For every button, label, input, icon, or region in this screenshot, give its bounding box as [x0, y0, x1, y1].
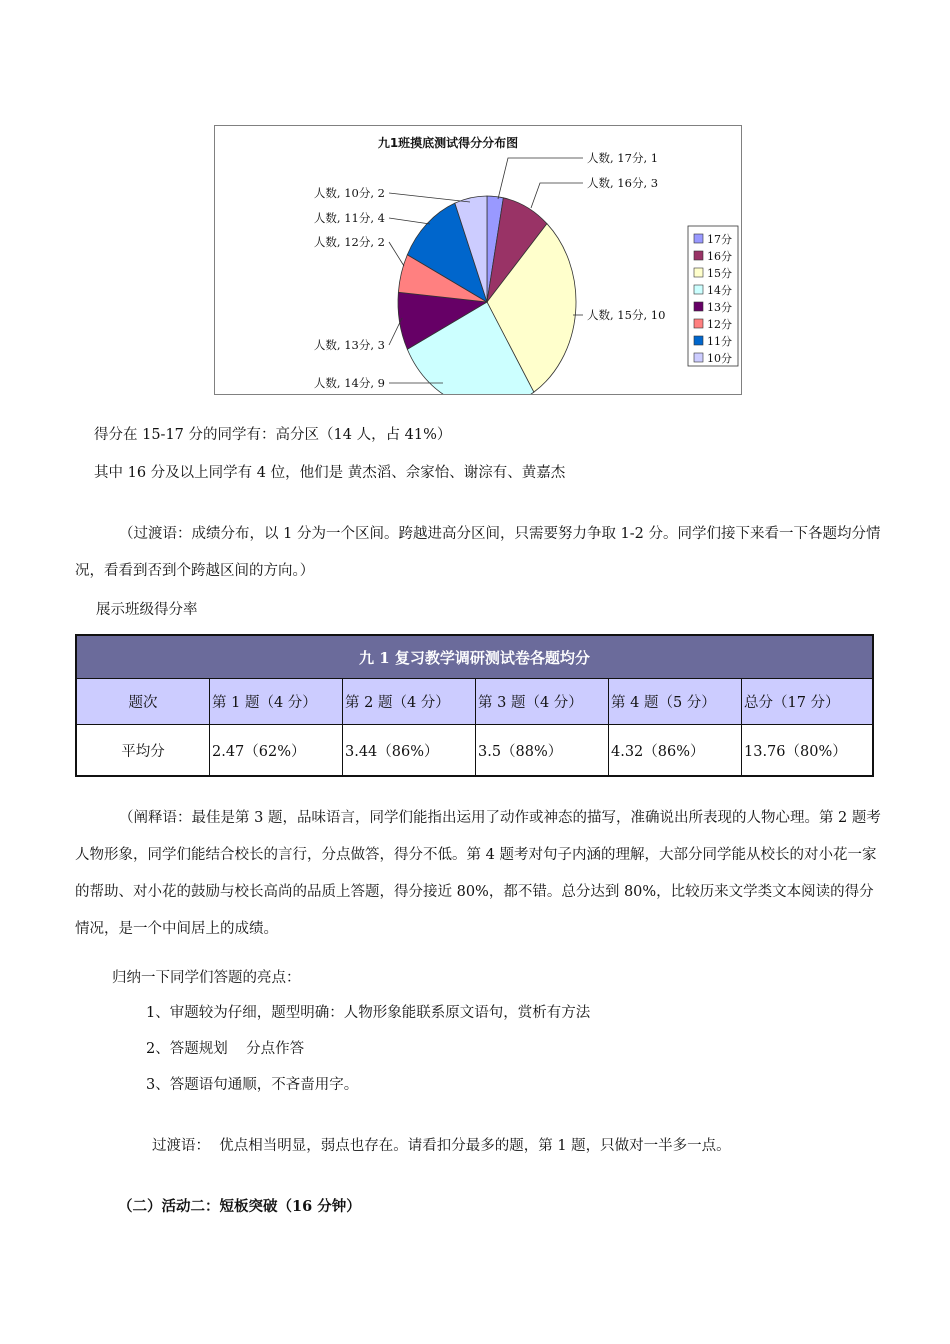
- chart-legend: [688, 226, 738, 366]
- legend-swatch: [694, 234, 703, 243]
- transition-paragraph-1: （过渡语：成绩分布，以 1 分为一个区间。跨越进高分区间，只需要努力争取 1-2 分。同学们接下来看一下各题均分情况，看看到否到个跨越区间的方向。）: [75, 526, 881, 579]
- legend-entry: 11分: [707, 335, 732, 348]
- legend-swatch: [694, 353, 703, 362]
- table-header-row: [76, 679, 873, 725]
- summary-point-1: 1、审题较为仔细，题型明确：人物形象能联系原文语句，赏析有方法: [146, 1005, 591, 1021]
- label-leader-line: [389, 318, 402, 345]
- table-header-cell: 题次: [76, 679, 210, 725]
- table-row: [76, 725, 873, 777]
- legend-swatch: [694, 268, 703, 277]
- label-leader-line: [389, 193, 470, 202]
- data-label: 人数, 11分, 4: [313, 211, 385, 225]
- data-label: 人数, 10分, 2: [313, 186, 385, 200]
- label-leader-line: [531, 183, 583, 208]
- data-label: 人数, 12分, 2: [313, 235, 385, 249]
- legend-entry: 10分: [707, 352, 732, 365]
- data-label: 人数, 16分, 3: [587, 176, 659, 190]
- legend-entry: 13分: [707, 301, 732, 314]
- legend-swatch: [694, 336, 703, 345]
- pie-chart-frame: [214, 125, 742, 395]
- section-heading-activity-2: （二）活动二：短板突破（16 分钟）: [118, 1198, 361, 1215]
- high-score-line: 得分在 15-17 分的同学有：高分区（14 人，占 41%）: [94, 427, 452, 443]
- data-label: 人数, 13分, 3: [313, 338, 385, 352]
- legend-swatch: [694, 285, 703, 294]
- legend-swatch: [694, 302, 703, 311]
- chart-title: 九1班摸底测试得分分布图: [377, 136, 519, 150]
- legend-entry: 17分: [707, 233, 732, 246]
- summary-point-3: 3、答题语句通顺，不吝啬用字。: [146, 1077, 359, 1093]
- data-label: 人数, 17分, 1: [587, 151, 659, 165]
- label-leader-line: [389, 218, 430, 224]
- table-cell: 2.47（62%）: [210, 725, 343, 777]
- transition-paragraph-2: 过渡语： 优点相当明显，弱点也存在。请看扣分最多的题，第 1 题，只做对一半多一点。: [152, 1138, 731, 1154]
- table-header-cell: 总分（17 分）: [742, 679, 874, 725]
- top-students-line: 其中 16 分及以上同学有 4 位，他们是 黄杰滔、佘家怡、谢淙有、黄嘉杰: [94, 465, 566, 481]
- legend-swatch: [694, 251, 703, 260]
- data-label: 人数, 15分, 10: [587, 308, 666, 322]
- summary-title: 归纳一下同学们答题的亮点：: [112, 970, 301, 986]
- legend-entry: 14分: [707, 284, 732, 297]
- label-leader-line: [498, 158, 583, 199]
- table-title: 九 1 复习教学调研测试卷各题均分: [76, 635, 873, 679]
- table-cell: 4.32（86%）: [609, 725, 742, 777]
- table-cell: 平均分: [76, 725, 210, 777]
- summary-point-2: 2、答题规划 分点作答: [146, 1041, 305, 1057]
- data-label: 人数, 14分, 9: [313, 376, 385, 390]
- table-header-cell: 第 1 题（4 分）: [210, 679, 343, 725]
- explanation-paragraph: （阐释语：最佳是第 3 题，品味语言，同学们能指出运用了动作或神态的描写，准确说出所表现的人物心理。第 2 题考人物形象，同学们能结合校长的言行，分点做答，得分不低。第 4 题考对句子内涵的理解，大部分同学能从校长的对小花一家的帮助、对小花的鼓励与校长高尚的品质上答题，得分接近 80%，都不错。总分达到 80%，比较历来文学类文本阅读的得分情况，是一个中间居上的成绩。: [75, 810, 881, 937]
- pie-chart: [215, 126, 741, 394]
- legend-entry: 15分: [707, 267, 732, 280]
- legend-swatch: [694, 319, 703, 328]
- table-header-cell: 第 4 题（5 分）: [609, 679, 742, 725]
- table-cell: 3.44（86%）: [343, 725, 476, 777]
- legend-entry: 12分: [707, 318, 732, 331]
- table-header-cell: 第 2 题（4 分）: [343, 679, 476, 725]
- table-cell: 13.76（80%）: [742, 725, 874, 777]
- legend-entry: 16分: [707, 250, 732, 263]
- table-cell: 3.5（88%）: [476, 725, 609, 777]
- label-leader-line: [389, 242, 404, 266]
- table-header-cell: 第 3 题（4 分）: [476, 679, 609, 725]
- score-table: [75, 634, 874, 777]
- show-rate-line: 展示班级得分率: [96, 602, 198, 618]
